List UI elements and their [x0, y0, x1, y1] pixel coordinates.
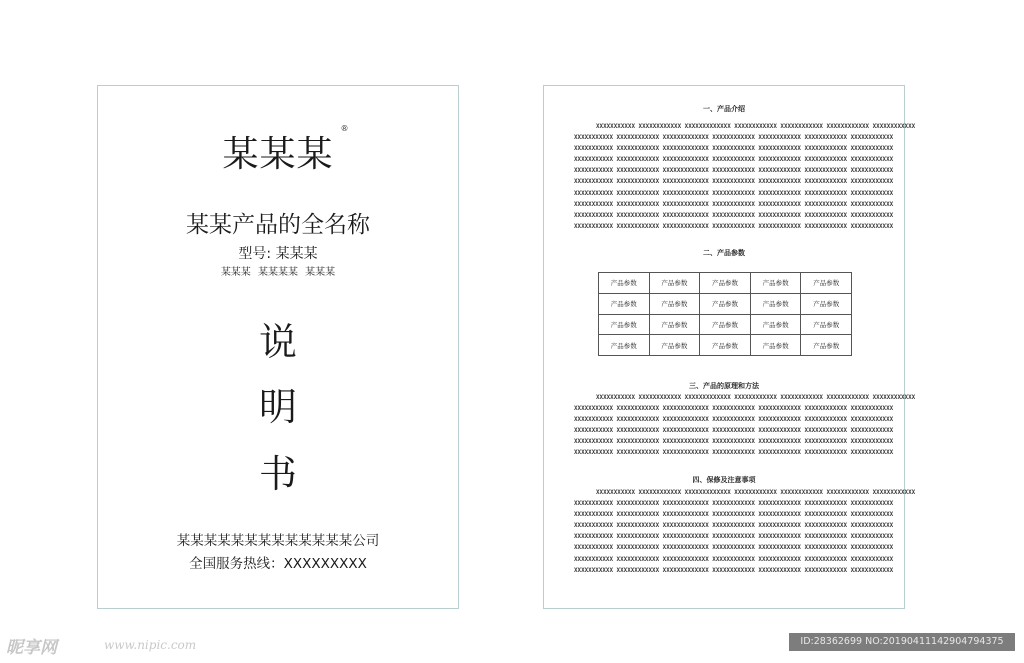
param-cell: 产品参数 [801, 335, 852, 356]
brand-logo [222, 124, 350, 177]
table-row [599, 293, 852, 314]
brand-name: 某某某 [222, 134, 334, 175]
paragraph-line: XXXXXXXXXXX XXXXXXXXXXXX XXXXXXXXXXXXX XXXXXXXXXXXX XXXXXXXXXXXX XXXXXXXXXXXX XXXXXXXXXXXX [574, 545, 894, 552]
content-page [543, 85, 916, 609]
param-cell: 产品参数 [801, 293, 852, 314]
site-watermark-logo: 昵享网 [6, 638, 57, 658]
table-row [599, 335, 852, 356]
paragraph-line: XXXXXXXXXXX XXXXXXXXXXXX XXXXXXXXXXXXX XXXXXXXXXXXX XXXXXXXXXXXX XXXXXXXXXXXX XXXXXXXXXXXX [574, 179, 894, 186]
table-row [599, 314, 852, 335]
param-cell: 产品参数 [599, 273, 650, 294]
param-cell: 产品参数 [649, 314, 700, 335]
param-cell: 产品参数 [649, 335, 700, 356]
section-title-params: 二、产品参数 [703, 249, 745, 257]
param-cell: 产品参数 [801, 273, 852, 294]
param-cell: 产品参数 [700, 273, 751, 294]
paragraph-line: XXXXXXXXXXX XXXXXXXXXXXX XXXXXXXXXXXXX XXXXXXXXXXXX XXXXXXXXXXXX XXXXXXXXXXXX XXXXXXXXXXXX [574, 212, 894, 219]
param-cell: 产品参数 [801, 314, 852, 335]
param-cell: 产品参数 [649, 273, 700, 294]
intro-paragraph [574, 122, 916, 233]
company-name: 某某某某某某某某某某某某某公司 [176, 533, 380, 549]
paragraph-line: XXXXXXXXXXX XXXXXXXXXXXX XXXXXXXXXXXXX XXXXXXXXXXXX XXXXXXXXXXXX XXXXXXXXXXXX XXXXXXXXXXXX [596, 124, 916, 130]
image-id-badge: ID:28362699 NO:20190411142904794375 [789, 633, 1015, 651]
paragraph-line: XXXXXXXXXXX XXXXXXXXXXXX XXXXXXXXXXXXX XXXXXXXXXXXX XXXXXXXXXXXX XXXXXXXXXXXX XXXXXXXXXXXX [574, 157, 894, 164]
title-char-2: 明 [258, 385, 297, 429]
param-cell: 产品参数 [750, 335, 801, 356]
paragraph-line: XXXXXXXXXXX XXXXXXXXXXXX XXXXXXXXXXXXX XXXXXXXXXXXX XXXXXXXXXXXX XXXXXXXXXXXX XXXXXXXXXXXX [574, 556, 894, 563]
paragraph-line: XXXXXXXXXXX XXXXXXXXXXXX XXXXXXXXXXXXX XXXXXXXXXXXX XXXXXXXXXXXX XXXXXXXXXXXX XXXXXXXXXXXX [574, 201, 894, 208]
paragraph-line: XXXXXXXXXXX XXXXXXXXXXXX XXXXXXXXXXXXX XXXXXXXXXXXX XXXXXXXXXXXX XXXXXXXXXXXX XXXXXXXXXXXX [574, 439, 894, 446]
param-cell: 产品参数 [599, 335, 650, 356]
title-char-3: 书 [258, 452, 297, 496]
site-watermark-url: www.nipic.com [104, 638, 197, 652]
param-cell: 产品参数 [700, 293, 751, 314]
section-title-intro: 一、产品介绍 [703, 105, 745, 113]
paragraph-line: XXXXXXXXXXX XXXXXXXXXXXX XXXXXXXXXXXXX XXXXXXXXXXXX XXXXXXXXXXXX XXXXXXXXXXXX XXXXXXXXXXXX [574, 146, 894, 153]
paragraph-line: XXXXXXXXXXX XXXXXXXXXXXX XXXXXXXXXXXXX XXXXXXXXXXXX XXXXXXXXXXXX XXXXXXXXXXXX XXXXXXXXXXXX [574, 534, 894, 541]
param-cell: 产品参数 [750, 314, 801, 335]
paragraph-line: XXXXXXXXXXX XXXXXXXXXXXX XXXXXXXXXXXXX XXXXXXXXXXXX XXXXXXXXXXXX XXXXXXXXXXXX XXXXXXXXXXXX [574, 135, 894, 142]
param-cell: 产品参数 [649, 293, 700, 314]
paragraph-line: XXXXXXXXXXX XXXXXXXXXXXX XXXXXXXXXXXXX XXXXXXXXXXXX XXXXXXXXXXXX XXXXXXXXXXXX XXXXXXXXXXXX [574, 406, 894, 413]
section-title-principle: 三、产品的原理和方法 [689, 382, 759, 390]
paragraph-line: XXXXXXXXXXX XXXXXXXXXXXX XXXXXXXXXXXXX XXXXXXXXXXXX XXXXXXXXXXXX XXXXXXXXXXXX XXXXXXXXXXXX [596, 395, 916, 401]
param-cell: 产品参数 [750, 273, 801, 294]
sub-line: 某某某 某某某某 某某某 [220, 267, 336, 278]
param-cell: 产品参数 [700, 314, 751, 335]
paragraph-line: XXXXXXXXXXX XXXXXXXXXXXX XXXXXXXXXXXXX XXXXXXXXXXXX XXXXXXXXXXXX XXXXXXXXXXXX XXXXXXXXXXXX [574, 417, 894, 424]
warranty-paragraph [574, 488, 916, 577]
paragraph-line: XXXXXXXXXXX XXXXXXXXXXXX XXXXXXXXXXXXX XXXXXXXXXXXX XXXXXXXXXXXX XXXXXXXXXXXX XXXXXXXXXXXX [574, 501, 894, 508]
param-cell: 产品参数 [599, 293, 650, 314]
param-cell: 产品参数 [750, 293, 801, 314]
title-char-1: 说 [258, 320, 297, 364]
paragraph-line: XXXXXXXXXXX XXXXXXXXXXXX XXXXXXXXXXXXX XXXXXXXXXXXX XXXXXXXXXXXX XXXXXXXXXXXX XXXXXXXXXXXX [574, 567, 894, 574]
paragraph-line: XXXXXXXXXXX XXXXXXXXXXXX XXXXXXXXXXXXX XXXXXXXXXXXX XXXXXXXXXXXX XXXXXXXXXXXX XXXXXXXXXXXX [574, 512, 894, 519]
paragraph-line: XXXXXXXXXXX XXXXXXXXXXXX XXXXXXXXXXXXX XXXXXXXXXXXX XXXXXXXXXXXX XXXXXXXXXXXX XXXXXXXXXXXX [574, 450, 894, 457]
product-full-name: 某某产品的全名称 [186, 212, 370, 238]
param-cell: 产品参数 [599, 314, 650, 335]
service-hotline: 全国服务热线：XXXXXXXXX [189, 556, 367, 572]
model-line: 型号: 某某某 [238, 246, 318, 262]
cover-page [97, 85, 459, 609]
paragraph-line: XXXXXXXXXXX XXXXXXXXXXXX XXXXXXXXXXXXX XXXXXXXXXXXX XXXXXXXXXXXX XXXXXXXXXXXX XXXXXXXXXXXX [574, 523, 894, 530]
table-row [599, 273, 852, 294]
section-title-warranty: 四、保修及注意事项 [692, 476, 756, 484]
params-table [598, 272, 852, 356]
registered-mark: ® [340, 124, 350, 133]
paragraph-line: XXXXXXXXXXX XXXXXXXXXXXX XXXXXXXXXXXXX XXXXXXXXXXXX XXXXXXXXXXXX XXXXXXXXXXXX XXXXXXXXXXXX [574, 168, 894, 175]
principle-paragraph [574, 393, 916, 460]
brand-block [98, 126, 458, 177]
param-cell: 产品参数 [700, 335, 751, 356]
paragraph-line: XXXXXXXXXXX XXXXXXXXXXXX XXXXXXXXXXXXX XXXXXXXXXXXX XXXXXXXXXXXX XXXXXXXXXXXX XXXXXXXXXXXX [574, 190, 894, 197]
paragraph-line: XXXXXXXXXXX XXXXXXXXXXXX XXXXXXXXXXXXX XXXXXXXXXXXX XXXXXXXXXXXX XXXXXXXXXXXX XXXXXXXXXXXX [574, 223, 894, 230]
paragraph-line: XXXXXXXXXXX XXXXXXXXXXXX XXXXXXXXXXXXX XXXXXXXXXXXX XXXXXXXXXXXX XXXXXXXXXXXX XXXXXXXXXXXX [596, 490, 916, 496]
paragraph-line: XXXXXXXXXXX XXXXXXXXXXXX XXXXXXXXXXXXX XXXXXXXXXXXX XXXXXXXXXXXX XXXXXXXXXXXX XXXXXXXXXXXX [574, 428, 894, 435]
